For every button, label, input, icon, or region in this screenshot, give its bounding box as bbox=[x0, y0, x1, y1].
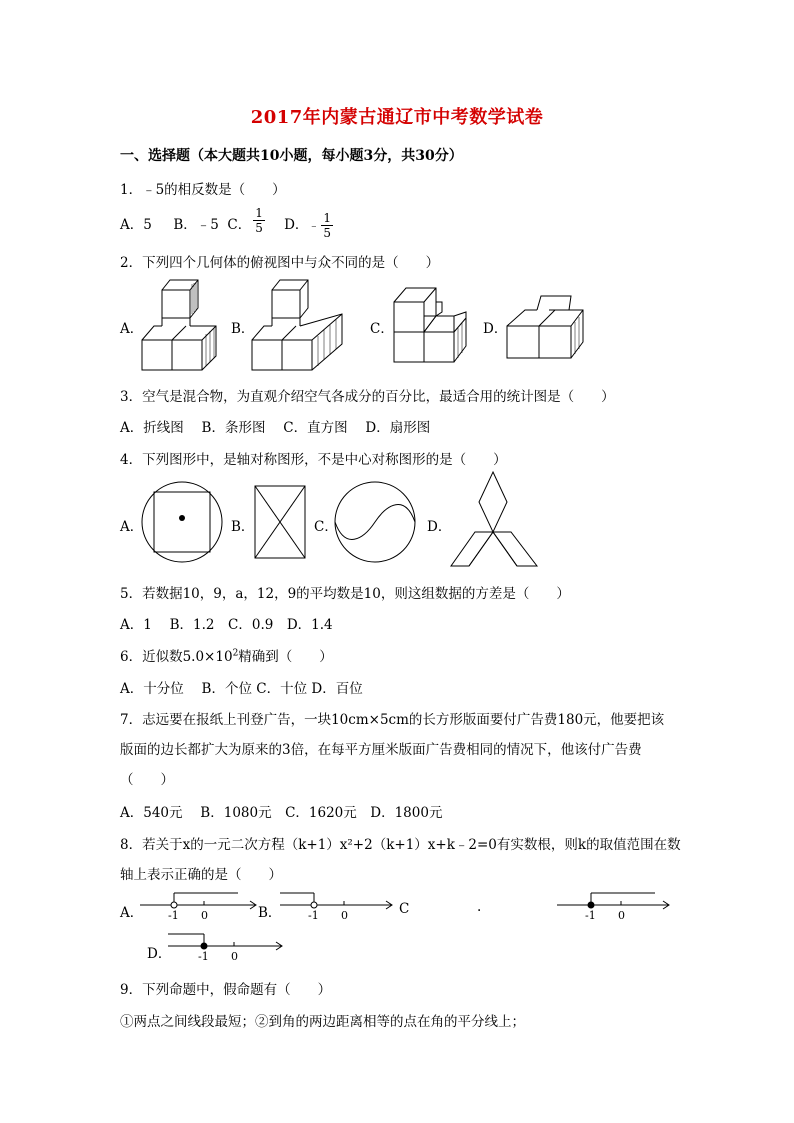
option-a: A． bbox=[120, 519, 144, 535]
option-a: A． bbox=[120, 321, 144, 337]
question-1-stem: 1．﹣5的相反数是（ ） bbox=[120, 182, 286, 198]
solid-figure-c bbox=[390, 284, 480, 369]
fraction-d: $\frac{1}{5}$ bbox=[323, 211, 332, 240]
svg-text:-1: -1 bbox=[198, 950, 209, 963]
option-c: C． bbox=[314, 519, 338, 535]
question-5-options: A．1 B．1.2 C．0.9 D．1.4 bbox=[120, 617, 333, 633]
question-6-stem: 6．近似数$5.0\times 10^2$精确到（ ） bbox=[120, 648, 333, 665]
option-d: D． bbox=[147, 946, 172, 962]
option-a: A． bbox=[120, 905, 144, 921]
question-7-line-3: （ ） bbox=[120, 772, 174, 788]
solid-figure-d bbox=[505, 292, 590, 362]
question-3-stem: 3．空气是混合物，为直观介绍空气各成分的百分比，最适合用的统计图是（ ） bbox=[120, 389, 615, 405]
option-b: B． bbox=[231, 519, 255, 535]
question-2-stem: 2．下列四个几何体的俯视图中与众不同的是（ ） bbox=[120, 255, 440, 271]
svg-text:-1: -1 bbox=[308, 909, 319, 922]
page-title: 2017年内蒙古通辽市中考数学试卷 bbox=[250, 107, 544, 128]
svg-text:0: 0 bbox=[201, 909, 208, 922]
svg-text:0: 0 bbox=[618, 909, 625, 922]
question-4-stem: 4．下列图形中，是轴对称图形，不是中心对称图形的是（ ） bbox=[120, 452, 507, 468]
number-line-c bbox=[555, 889, 675, 921]
svg-text:-1: -1 bbox=[168, 909, 179, 922]
number-line-b bbox=[278, 889, 398, 921]
rectangle-diagonals-figure bbox=[253, 484, 307, 560]
question-9-stem: 9．下列命题中，假命题有（ ） bbox=[120, 982, 332, 998]
question-6-options: A．十分位 B．个位 C．十位 D．百位 bbox=[120, 681, 363, 697]
question-7-options: A．540元 B．1080元 C．1620元 D．1800元 bbox=[120, 805, 443, 821]
rhombus-trio-figure bbox=[445, 468, 545, 570]
option-d: D． bbox=[284, 217, 309, 233]
section-heading: 一、选择题（本大题共10小题，每小题3分，共30分） bbox=[120, 148, 463, 164]
solid-figure-b bbox=[250, 278, 350, 373]
number-line-a bbox=[138, 889, 262, 921]
option-d: D． bbox=[427, 519, 452, 535]
svg-text:0: 0 bbox=[231, 950, 238, 963]
option-c: C． bbox=[227, 217, 252, 233]
question-8-line-2: 轴上表示正确的是（ ） bbox=[120, 867, 282, 883]
question-7-line-1: 7．志远要在报纸上刊登广告，一块10cm×5cm的长方形版面要付广告费180元，他要把该 bbox=[120, 712, 665, 728]
question-9-line: ①两点之间线段最短；②到角的两边距离相等的点在角的平分线上； bbox=[120, 1014, 525, 1030]
option-c: C． bbox=[370, 321, 394, 337]
fraction-c: $\frac{1}{5}$ bbox=[255, 206, 263, 235]
question-5-stem: 5．若数据10，9，a，12，9的平均数是10，则这组数据的方差是（ ） bbox=[120, 586, 570, 602]
question-1-options: A．5 B．﹣5 C． $\frac{1}{5}$ D．﹣ $\frac{1}{5}$ bbox=[120, 206, 332, 240]
question-3-options: A．折线图 B．条形图 C．直方图 D．扇形图 bbox=[120, 420, 431, 436]
number-line-d bbox=[166, 930, 286, 962]
option-d: D． bbox=[483, 321, 508, 337]
solid-figure-a bbox=[140, 278, 220, 373]
question-7-line-2: 版面的边长都扩大为原来的3倍，在每平方厘米版面广告费相同的情况下，他该付广告费 bbox=[120, 742, 642, 758]
svg-text:0: 0 bbox=[341, 909, 348, 922]
svg-text:-1: -1 bbox=[585, 909, 596, 922]
circle-wave-figure bbox=[333, 480, 417, 564]
option-c-dot: . bbox=[477, 899, 482, 915]
option-b: B． bbox=[231, 321, 255, 337]
circle-square-figure bbox=[140, 480, 224, 564]
question-8-line-1: 8．若关于x的一元二次方程（k+1）x²+2（k+1）x+k﹣2=0有实数根，则k的取值范围在数 bbox=[120, 837, 681, 853]
option-b: B． bbox=[258, 905, 282, 921]
option-b: B．﹣5 bbox=[173, 217, 219, 233]
option-c: C bbox=[399, 901, 410, 917]
option-a: A．5 bbox=[120, 217, 152, 233]
